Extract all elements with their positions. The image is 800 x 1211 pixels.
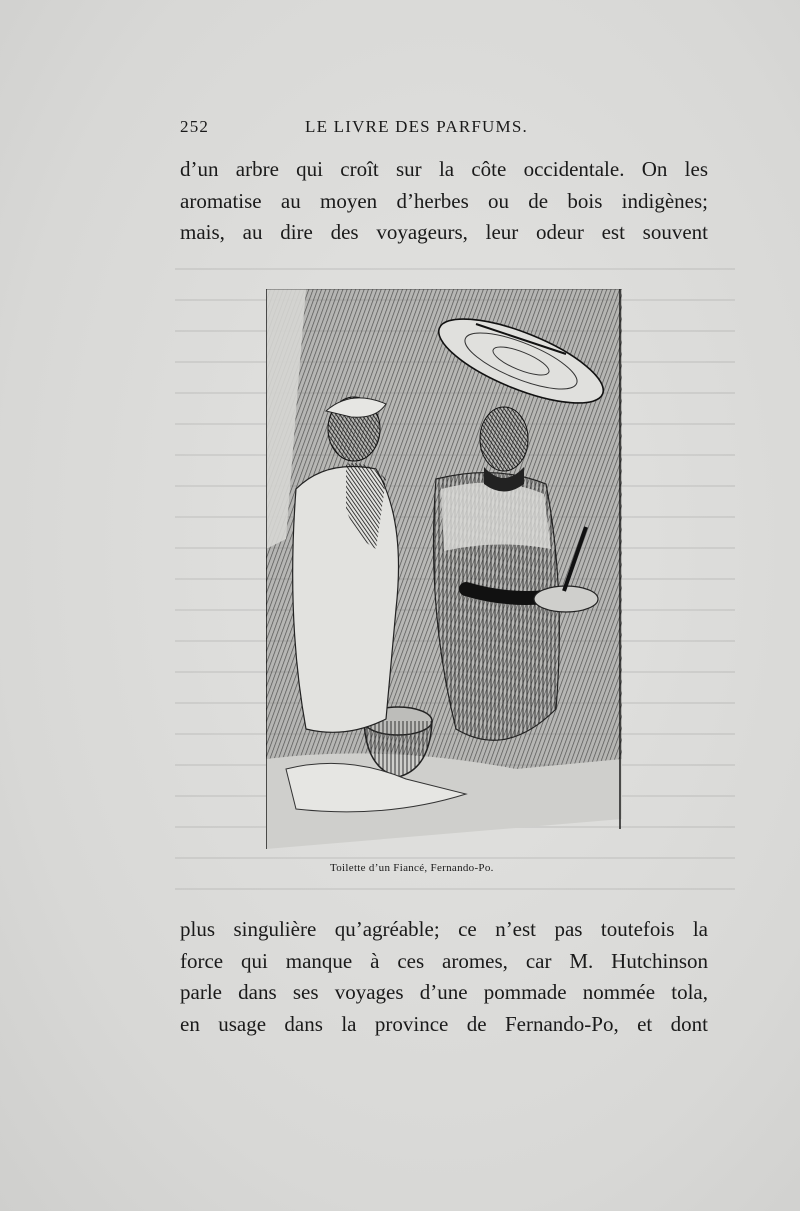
body-text-bottom (180, 914, 708, 1040)
text-line: parle dans ses voyages d’une pommade nommée tola, (180, 980, 708, 1004)
page-number: 252 (180, 117, 210, 136)
page-header (180, 117, 710, 139)
text-line: aromatise au moyen d’herbes ou de bois indigènes; (180, 188, 708, 213)
text-line: en usage dans la province de Fernando-Po, et dont (180, 1011, 708, 1036)
figure-caption: Toilette d’un Fiancé, Fernando-Po. (330, 862, 494, 874)
engraving-illustration (266, 289, 622, 849)
running-title: LE LIVRE DES PARFUMS. (305, 117, 528, 136)
text-line: plus singulière qu’agréable; ce n’est pas toutefois la (180, 917, 708, 941)
text-line: force qui manque à ces aromes, car M. Hutchinson (180, 948, 708, 973)
body-text-top (180, 154, 708, 249)
text-line: mais, au dire des voyageurs, leur odeur est souvent (180, 220, 708, 244)
text-line: d’un arbre qui croît sur la côte occidentale. On les (180, 157, 708, 181)
